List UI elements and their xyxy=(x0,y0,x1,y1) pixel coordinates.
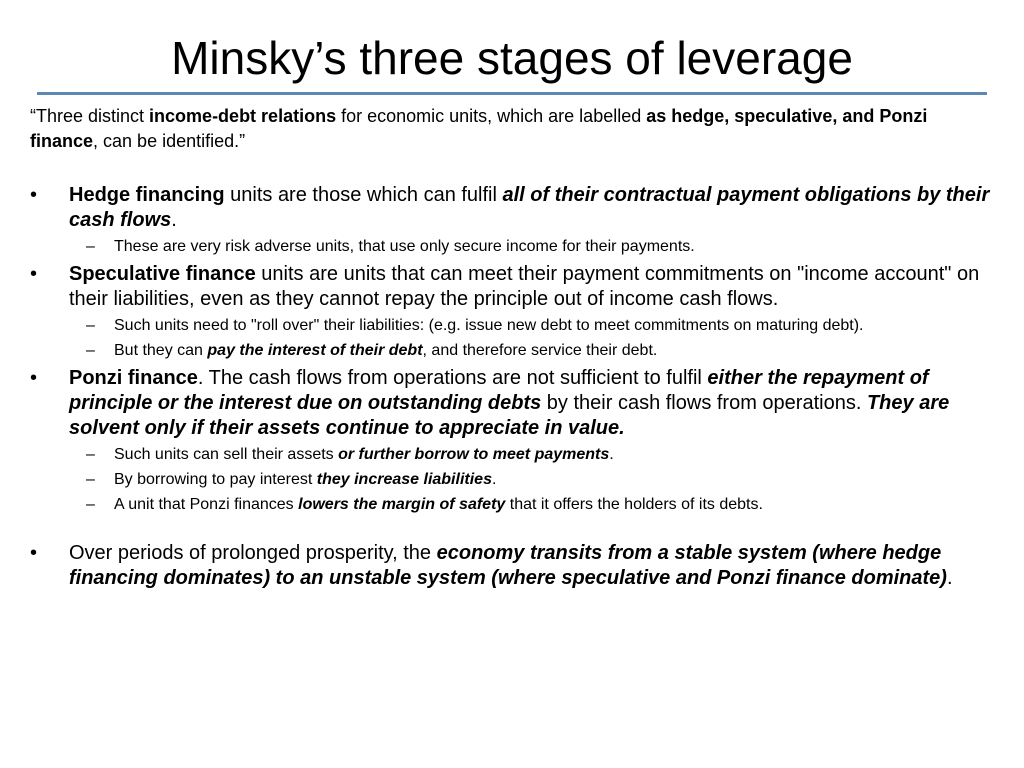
bullet-text: . xyxy=(946,567,953,589)
bullet-text: units are units that can meet their payment commitments on "income account" on their liabilities, even as they cannot repay the principle out of income cash flows. xyxy=(69,263,980,310)
slide-title: Minsky’s three stages of leverage xyxy=(171,32,853,84)
bullet-text: Over periods of prolonged prosperity, the xyxy=(69,542,437,564)
bullet-marker: • xyxy=(30,542,38,564)
bullet-emphasis: economy transits from a stable system (where hedge financing dominates) to an unstable system (where speculative and Ponzi finance dominate) xyxy=(69,542,947,589)
sub-bullet xyxy=(69,445,995,465)
bullet-heading: Ponzi finance xyxy=(69,367,198,389)
bullet-marker: • xyxy=(30,184,38,206)
sub-text: . xyxy=(609,446,614,463)
sub-list xyxy=(69,316,995,361)
dash-marker: – xyxy=(86,342,95,359)
bullet-text: . xyxy=(171,209,177,231)
bullet-text: . The cash flows from operations are not sufficient to fulfil xyxy=(197,367,708,389)
intro-text: “Three distinct xyxy=(30,106,150,126)
bullet-heading: Speculative finance xyxy=(69,263,256,285)
sub-text: that it offers the holders of its debts. xyxy=(505,496,763,513)
sub-emphasis: they increase liabilities xyxy=(316,471,492,488)
bullet-text: by their cash flows from operations. xyxy=(541,392,867,414)
sub-text: Such units need to "roll over" their liabilities: (e.g. issue new debt to meet commitments on maturing debt). xyxy=(114,317,864,334)
sub-text: A unit that Ponzi finances xyxy=(114,496,299,513)
dash-marker: – xyxy=(86,238,95,255)
dash-marker: – xyxy=(86,471,95,488)
sub-text: These are very risk adverse units, that use only secure income for their payments. xyxy=(114,238,695,255)
bullet-emphasis: either the repayment of principle or the interest due on outstanding debts xyxy=(69,367,929,414)
bullet-speculative xyxy=(30,262,995,361)
dash-marker: – xyxy=(86,317,95,334)
sub-emphasis: pay the interest of their debt xyxy=(207,342,423,359)
intro-text: for economic units, which are labelled xyxy=(336,106,647,126)
sub-list xyxy=(69,445,995,515)
bullet-hedge xyxy=(30,183,995,257)
sub-text: , and therefore service their debt. xyxy=(422,342,658,359)
sub-bullet xyxy=(69,341,995,361)
bullet-marker: • xyxy=(30,367,38,389)
bullet-heading: Hedge financing xyxy=(69,184,225,206)
sub-emphasis: or further borrow to meet payments xyxy=(338,446,610,463)
bullet-prosperity xyxy=(30,541,995,591)
sub-bullet xyxy=(69,495,995,515)
sub-bullet xyxy=(69,470,995,490)
sub-text: . xyxy=(491,471,497,488)
sub-emphasis: lowers the margin of safety xyxy=(298,496,506,513)
sub-bullet xyxy=(69,237,995,257)
bullet-emphasis: all of their contractual payment obligations by their cash flows xyxy=(69,184,990,231)
slide-body xyxy=(30,104,995,593)
sub-text: But they can xyxy=(114,342,208,359)
title-underline xyxy=(37,92,987,95)
sub-text: By borrowing to pay interest xyxy=(114,471,317,488)
bullet-ponzi xyxy=(30,366,995,515)
bullet-list xyxy=(30,183,995,591)
bullet-emphasis: They are solvent only if their assets continue to appreciate in value. xyxy=(69,392,950,439)
sub-bullet xyxy=(69,316,995,336)
bullet-text: units are those which can fulfil xyxy=(224,184,503,206)
intro-emphasis: income-debt relations xyxy=(149,106,337,126)
sub-list xyxy=(69,237,995,257)
intro-quote xyxy=(30,104,995,154)
intro-emphasis: as hedge, speculative, and Ponzi finance xyxy=(30,106,928,151)
intro-text: , can be identified.” xyxy=(93,131,246,151)
dash-marker: – xyxy=(86,446,95,463)
sub-text: Such units can sell their assets xyxy=(114,446,339,463)
bullet-marker: • xyxy=(30,263,38,285)
dash-marker: – xyxy=(86,496,95,513)
